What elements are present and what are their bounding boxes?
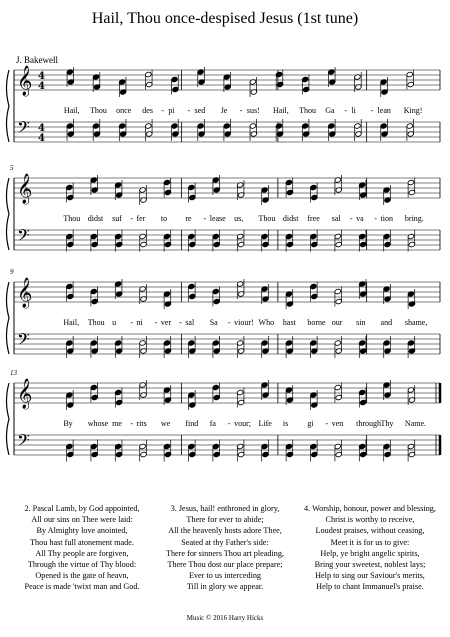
bass-clef-icon: 𝄢	[17, 225, 30, 249]
lyric-syllable: and	[380, 318, 393, 327]
lyric-syllable: sal	[185, 318, 195, 327]
lyric-syllable: is	[282, 419, 289, 428]
lyric-syllable: gi	[307, 419, 314, 428]
verse-line: Help to sing our Saviour's merits,	[315, 571, 425, 581]
lyric-syllable: Hail,	[272, 106, 289, 115]
lyric-syllable: des	[142, 106, 153, 115]
verse-line: 4. Worship, honour, power and blessing,	[304, 504, 436, 513]
verse-line: By Almighty love anointed,	[36, 526, 128, 536]
lyric-syllable: fa	[209, 419, 216, 428]
verse-line: Christ is worthy to receive,	[325, 515, 415, 525]
lyric-syllable: Thou	[63, 214, 81, 223]
treble-clef-icon: 𝄞	[17, 278, 33, 308]
lyric-syllable: Thou	[299, 106, 317, 115]
verse-line: Opened is the gate of heavn,	[35, 571, 129, 581]
lyric-syllable: Thou	[87, 318, 105, 327]
lyric-syllable: tion	[380, 214, 393, 223]
lyric-hyphen: -	[227, 318, 231, 327]
verse-line: Bring your sweetest, noblest lays;	[314, 560, 426, 570]
lyric-syllable: King!	[403, 106, 423, 115]
verse-line: There Thou dost our place prepare;	[167, 560, 283, 570]
verse-line: There for sinners Thou art pleading,	[165, 548, 285, 558]
treble-clef-icon: 𝄞	[17, 174, 33, 204]
bass-clef-icon: 𝄢	[17, 117, 30, 141]
lyric-syllable: us,	[234, 214, 244, 223]
lyric-hyphen: -	[344, 106, 347, 115]
lyric-syllable: suf	[112, 214, 122, 223]
lyric-syllable: borne	[307, 318, 326, 327]
treble-time-sig-bottom: 4	[38, 81, 45, 92]
lyric-syllable: lease	[209, 214, 226, 223]
bass-time-sig-bottom: 4	[38, 133, 45, 144]
lyric-hyphen: -	[179, 318, 182, 327]
treble-time-sig-top: 4	[38, 71, 45, 82]
bass-time-sig-top: 4	[38, 123, 45, 134]
lyric-syllable: free	[307, 214, 320, 223]
lyric-syllable: li	[351, 106, 356, 115]
lyric-syllable: viour!	[234, 318, 254, 327]
composer-credit: J. Bakewell	[16, 55, 58, 65]
treble-clef-icon: 𝄞	[17, 66, 33, 96]
verse-line: All the heavenly hosts adore Thee,	[168, 526, 282, 536]
lyric-hyphen: -	[154, 318, 158, 327]
lyric-syllable: didst	[282, 214, 299, 223]
verse-line: Seated at thy Father's side:	[181, 537, 269, 547]
lyric-syllable: shame,	[404, 318, 428, 327]
system-number: 5	[10, 164, 14, 172]
bass-clef-icon: 𝄢	[17, 430, 30, 454]
lyric-syllable: Life	[258, 419, 272, 428]
brace	[7, 178, 10, 250]
lyric-hyphen: -	[130, 318, 133, 327]
copyright-footer: Music © 2016 Harry Hicks	[186, 614, 264, 622]
verse-line: Meet it is for us to give:	[330, 537, 410, 547]
verse-line: Peace is made 'twixt man and God.	[24, 582, 140, 592]
verse-2	[12, 503, 152, 593]
verse-line: Through the virtue of Thy blood:	[27, 560, 137, 570]
verse-line: Help to chant Immanuel's praise.	[316, 582, 424, 592]
lyric-hyphen: -	[374, 214, 377, 223]
lyric-hyphen: -	[161, 106, 164, 115]
lyric-syllable: we	[160, 419, 171, 428]
lyric-hyphen: -	[227, 419, 231, 428]
lyric-syllable: sed	[194, 106, 206, 115]
lyric-syllable: pi	[168, 106, 175, 115]
lyric-syllable: sin	[356, 318, 366, 327]
lyric-syllable: hast	[282, 318, 296, 327]
lyric-syllable: u	[112, 318, 117, 327]
lyric-hyphen: -	[239, 106, 243, 115]
lyric-syllable: to	[160, 214, 168, 223]
lyric-syllable: whose	[87, 419, 109, 428]
bass-clef-icon: 𝄢	[17, 329, 30, 353]
verse-line: All Thy people are forgiven,	[35, 548, 129, 558]
verse-4	[295, 503, 445, 593]
verse-line: Loudest praises, without ceasing,	[315, 526, 425, 536]
lyric-hyphen: -	[130, 214, 133, 223]
lyric-syllable: Thou	[89, 106, 107, 115]
verse-line: Ever to us interceding	[188, 571, 262, 581]
treble-clef-icon: 𝄞	[17, 379, 33, 409]
lyric-syllable: rits	[136, 419, 147, 428]
verse-line: Till in glory we appear.	[186, 582, 264, 592]
lyric-syllable: once	[116, 106, 132, 115]
brace	[7, 70, 10, 142]
lyric-syllable: Hail,	[63, 106, 80, 115]
lyric-hyphen: -	[325, 419, 329, 428]
brace	[7, 282, 10, 354]
lyric-syllable: lean	[377, 106, 391, 115]
page-title: Hail, Thou once-despised Jesus (1st tune)	[91, 10, 359, 27]
lyric-syllable: Name.	[404, 419, 427, 428]
lyric-syllable: Ga	[325, 106, 335, 115]
lyric-syllable: ver	[160, 318, 172, 327]
verse-line: Thou hast full atonement made.	[30, 537, 134, 547]
lyric-hyphen: -	[187, 106, 191, 115]
lyric-syllable: Thy	[380, 419, 394, 428]
system-number: 9	[10, 268, 14, 276]
lyric-syllable: ni	[136, 318, 143, 327]
brace	[7, 383, 10, 455]
lyric-syllable: sal	[331, 214, 341, 223]
lyric-syllable: sus!	[246, 106, 260, 115]
lyric-syllable: Je	[220, 106, 228, 115]
lyric-hyphen: -	[130, 419, 133, 428]
lyric-hyphen: -	[370, 106, 374, 115]
lyric-syllable: find	[185, 419, 199, 428]
lyric-syllable: vour;	[234, 419, 251, 428]
lyric-syllable: didst	[87, 214, 104, 223]
lyric-syllable: Thou	[258, 214, 276, 223]
lyric-hyphen: -	[349, 214, 353, 223]
lyric-hyphen: -	[203, 214, 207, 223]
lyric-syllable: me	[112, 419, 122, 428]
lyric-syllable: By	[63, 419, 73, 428]
verse-3	[155, 503, 295, 593]
lyric-syllable: Who	[258, 318, 275, 327]
lyric-syllable: bring.	[404, 214, 424, 223]
system-number: 13	[10, 369, 17, 377]
lyric-syllable: our	[331, 318, 343, 327]
lyric-syllable: Sa	[209, 318, 218, 327]
verse-line: 2. Pascal Lamb, by God appointed,	[24, 504, 140, 513]
lyric-syllable: through	[356, 419, 381, 428]
verse-line: 3. Jesus, hail! enthroned in glory,	[170, 504, 280, 513]
lyric-syllable: fer	[136, 214, 146, 223]
verse-line: Help, ye bright angelic spirits,	[320, 548, 420, 558]
lyric-syllable: ven	[331, 419, 344, 428]
lyric-syllable: va	[356, 214, 364, 223]
verse-line: All our sins on Thee were laid:	[31, 515, 133, 525]
lyric-syllable: Hail,	[63, 318, 80, 327]
verse-line: There for ever to abide;	[186, 515, 264, 525]
lyric-syllable: re	[185, 214, 192, 223]
